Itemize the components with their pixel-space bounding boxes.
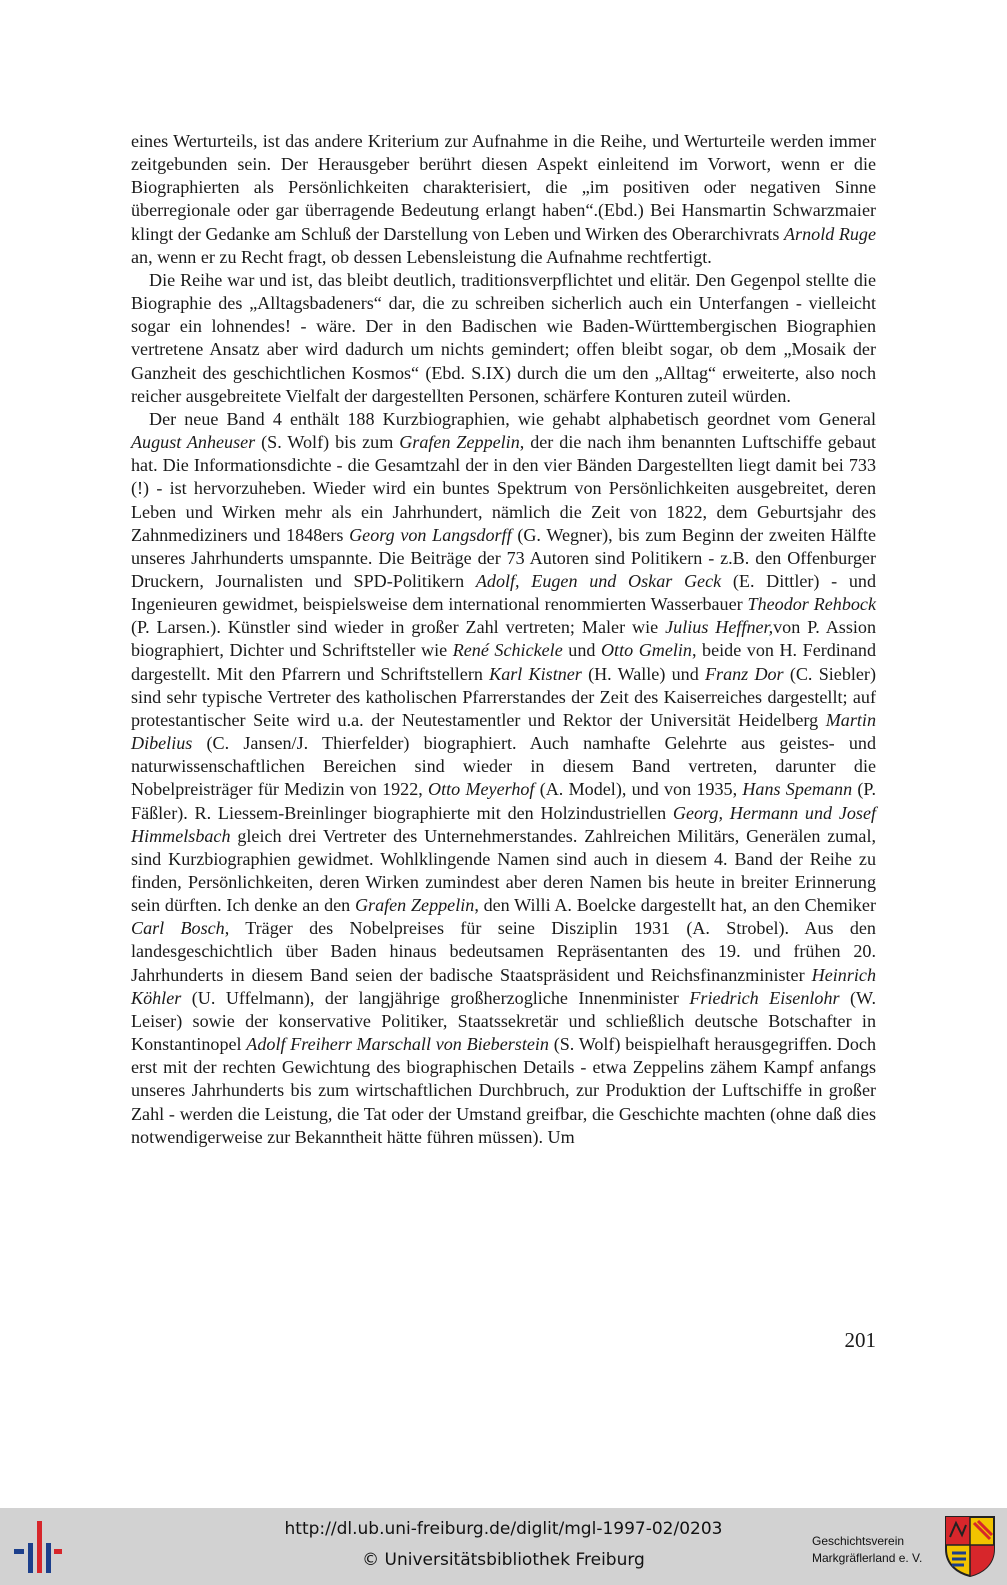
italic-name: René Schickele (452, 640, 563, 661)
text-run: Die Reihe war und ist, das bleibt deutlich, traditionsverpflichtet und elitär. Den Gegenpol stellte die Biographie des „Alltagsbadeners“ dar, die zu schreiben sicherlich auch ein Unterfangen - vielleicht sogar ein lohnendes! - wäre. Der in den Badischen wie Baden-Württembergischen Biographien vertretene Ansatz aber wird dadurch um nichts gemindert; offen bleibt sogar, ob dem „Mosaik der Ganzheit des geschichtlichen Kosmos“ (Ebd. S.IX) durch die um den „Alltag“ erweiterte, also noch reicher ausgebreitete Vielfalt der dargestellten Personen, schärfere Konturen zuteil würden. (131, 269, 876, 406)
text-run: von P. Assion biographiert, Dichter und Schriftsteller wie (131, 617, 876, 661)
italic-name: Martin Dibelius (131, 709, 876, 754)
text-run: eines Werturteils, ist das andere Kriterium zur Aufnahme in die Reihe, und Werturteile werden immer zeitgebunden sein. Der Herausgeber berührt diesen Aspekt einleitend im Vorwort, wenn er die Biographierten als Persönlichkeiten charakterisiert, die „im positiven oder negativen Sinne überregionale oder gar überragende Bedeutung erlangt haben“.(Ebd.) Bei Hansmartin Schwarzmaier klingt der Gedanke am Schluß der Darstellung von Leben und Wirken des Oberarchivrats (131, 131, 876, 244)
italic-name: Georg von Langsdorff (349, 524, 512, 545)
text-run: (A. Model), und von 1935, (534, 779, 743, 800)
italic-name: Julius Heffner, (665, 617, 774, 638)
page-number: 201 (844, 1328, 876, 1352)
text-run: gleich drei Vertreter des Unternehmerstandes. Zahlreichen Militärs, Generälen zumal, sind Kurzbiographien gewidmet. Wohlklingende Namen sind auch in diesem 4. Band der Reihe zu finden, Persönlichkeiten, deren Wirken zumindest aber deren Namen bis heute in breiter Erinnerung sein dürften. Ich denke an den (131, 825, 876, 916)
italic-name: August Anheuser (131, 432, 256, 453)
text-run: (W. Leiser) sowie der konservative Politiker, Staatssekretär und schließlich deutsche Botschafter in Konstantinopel (131, 987, 876, 1055)
italic-name: Arnold Ruge (784, 223, 876, 244)
italic-name: Adolf, Eugen und Oskar Geck (475, 570, 722, 591)
body-text (131, 130, 876, 1149)
italic-name: Otto Meyerhof (428, 779, 535, 800)
text-run: und (562, 640, 601, 661)
text-run: , den Willi A. Boelcke dargestellt hat, an den Chemiker (474, 895, 876, 916)
text-run: Der neue Band 4 enthält 188 Kurzbiographien, wie gehabt alphabetisch geordnet vom General (149, 408, 876, 429)
italic-name: Theodor Rehbock (747, 594, 876, 615)
text-run: (S. Wolf) beispielhaft herausgegriffen. Doch erst mit der rechten Gewichtung des biographischen Details - etwa Zeppelins zähem Kampf anfangs unseres Jahrhunderts bis zum wirtschaftlichen Durchbruch, zur Produktion der Luftschiffe in großer Zahl - werden die Leistung, die Tat oder der Umstand greifbar, die Geschichte machten (ohne daß dies notwendigerweise zur Bekanntheit hätte führen müssen). Um (131, 1034, 877, 1147)
text-run: (C. Siebler) sind sehr typische Vertreter des katholischen Pfarrerstandes der Zeit des Kaiserreiches dargestellt; auf protestantischer Seite wird u.a. der Neutestamentler und Rektor der Universität Heidelberg (131, 663, 876, 730)
text-run: (E. Dittler) - und Ingenieuren gewidmet, beispielsweise dem international renommierten Wasserbauer (131, 570, 877, 615)
text-run: (G. Wegner), bis zum Beginn der zweiten Hälfte unseres Jahrhunderts umspannte. Die Beiträge der 73 Autoren sind Politikern - z.B. den Offenburger Druckern, Journalisten und SPD-Politikern (131, 524, 876, 591)
paragraph (131, 269, 876, 408)
footer-bar (0, 1508, 1007, 1585)
italic-name: Georg, Hermann und Josef Himmelsbach (131, 802, 876, 846)
text-run: , beide von H. Ferdinand dargestellt. Mit den Pfarrern und Schriftstellern (131, 640, 876, 684)
markgraeflerland-crest-icon (944, 1515, 996, 1577)
italic-name: Grafen Zeppelin (399, 432, 520, 453)
paragraph (131, 130, 876, 269)
society-name (812, 1533, 942, 1567)
italic-name: Hans Spemann (742, 779, 853, 800)
paragraph (131, 408, 876, 1149)
text-run: (C. Jansen/J. Thierfelder) biographiert. Auch namhafte Gelehrte aus geistes- und naturwissenschaftlichen Bereichen sind wieder in diesem Band vertreten, darunter die Nobelpreisträger für Medizin von 1922, (131, 733, 876, 800)
text-run: , der die nach ihm benannten Luftschiffe gebaut hat. Die Informationsdichte - die Gesamtzahl der in den vier Bänden Dargestellten liegt damit bei 733 (!) - ist hervorzuheben. Wieder wird ein buntes Spektrum von Persönlichkeiten ausgebreitet, deren Leben und Wirken mehr als ein Jahrhundert, nämlich die Zeit von 1822, dem Geburtsjahr des Zahnmediziners und 1848ers (131, 432, 877, 545)
text-run: (S. Wolf) bis zum (255, 432, 400, 453)
society-name-line2: Markgräflerland e. V. (812, 1551, 923, 1565)
italic-name: Carl Bosch (131, 918, 225, 939)
text-run: (P. Fäßler). R. Liessem-Breinlinger biographierte mit den Holzindustriellen (131, 779, 876, 823)
text-run: , Träger des Nobelpreises für seine Disziplin 1931 (A. Strobel). Aus den landesgeschichtlich über Baden hinaus bedeutsamen Repräsentanten des 19. und frühen 20. Jahrhunderts in diesem Band seien der badische Staatspräsident und Reichsfinanzminister (131, 918, 876, 985)
society-name-line1: Geschichtsverein (812, 1534, 905, 1548)
italic-name: Otto Gmelin (600, 640, 692, 661)
italic-name: Adolf Freiherr Marschall von Bieberstein (246, 1034, 549, 1055)
italic-name: Franz Dor (704, 663, 784, 684)
text-run: (U. Uffelmann), der langjährige großherzogliche Innenminister (181, 987, 690, 1008)
italic-name: Heinrich Köhler (131, 964, 876, 1008)
footer-url-link[interactable]: http://dl.ub.uni-freiburg.de/diglit/mgl-1997-02/0203 (284, 1519, 723, 1539)
text-run: (H. Walle) und (581, 663, 705, 684)
italic-name: Karl Kistner (489, 663, 582, 684)
italic-name: Grafen Zeppelin (354, 895, 475, 916)
text-run: an, wenn er zu Recht fragt, ob dessen Lebensleistung die Aufnahme rechtfertigt. (131, 246, 712, 267)
italic-name: Friedrich Eisenlohr (689, 987, 840, 1008)
footer-copyright: © Universitätsbibliothek Freiburg (362, 1550, 645, 1570)
text-run: (P. Larsen.). Künstler sind wieder in großer Zahl vertreten; Maler wie (131, 617, 666, 638)
